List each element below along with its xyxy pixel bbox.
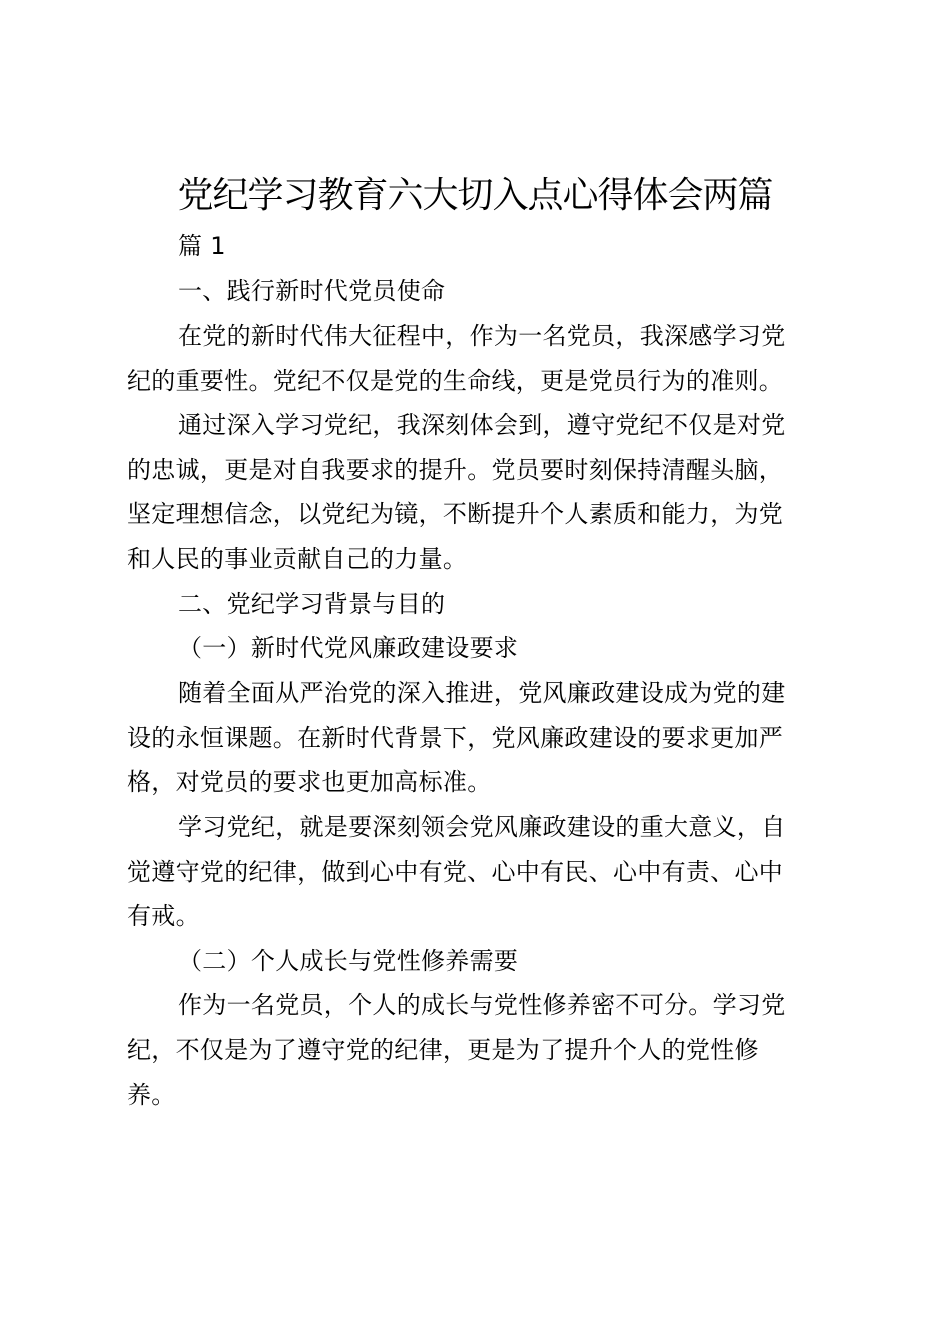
subsection-1-heading: （一）新时代党风廉政建设要求: [178, 634, 519, 662]
section-1-heading: 一、践行新时代党员使命: [178, 277, 446, 305]
subsection-1-paragraph-1-line-2: 设的永恒课题。在新时代背景下，党风廉政建设的要求更加严: [127, 724, 784, 752]
part-label: 篇 1: [178, 232, 226, 260]
subsection-1-paragraph-2-line-3: 有戒。: [127, 902, 200, 930]
subsection-2-paragraph-1-line-3: 养。: [127, 1081, 176, 1109]
subsection-2-paragraph-1-line-1: 作为一名党员，个人的成长与党性修养密不可分。学习党: [178, 991, 786, 1019]
subsection-2-heading: （二）个人成长与党性修养需要: [178, 947, 519, 975]
subsection-1-paragraph-1-line-1: 随着全面从严治党的深入推进，党风廉政建设成为党的建: [178, 679, 786, 707]
section-1-paragraph-1-line-1: 在党的新时代伟大征程中，作为一名党员，我深感学习党: [178, 322, 786, 350]
subsection-1-paragraph-1-line-3: 格，对党员的要求也更加高标准。: [127, 768, 492, 796]
section-2-heading: 二、党纪学习背景与目的: [178, 590, 446, 618]
section-1-paragraph-2-line-1: 通过深入学习党纪，我深刻体会到，遵守党纪不仅是对党: [178, 411, 786, 439]
subsection-2-paragraph-1-line-2: 纪，不仅是为了遵守党的纪律，更是为了提升个人的党性修: [127, 1036, 759, 1064]
section-1-paragraph-2-line-2: 的忠诚，更是对自我要求的提升。党员要时刻保持清醒头脑，: [127, 456, 784, 484]
section-1-paragraph-1-line-2: 纪的重要性。党纪不仅是党的生命线，更是党员行为的准则。: [127, 367, 784, 395]
subsection-1-paragraph-2-line-1: 学习党纪，就是要深刻领会党风廉政建设的重大意义，自: [178, 813, 786, 841]
section-1-paragraph-2-line-3: 坚定理想信念，以党纪为镜，不断提升个人素质和能力，为党: [127, 500, 784, 528]
subsection-1-paragraph-2-line-2: 觉遵守党的纪律，做到心中有党、心中有民、心中有责、心中: [127, 858, 784, 886]
document-title: 党纪学习教育六大切入点心得体会两篇: [177, 175, 773, 216]
section-1-paragraph-2-line-4: 和人民的事业贡献自己的力量。: [127, 545, 468, 573]
